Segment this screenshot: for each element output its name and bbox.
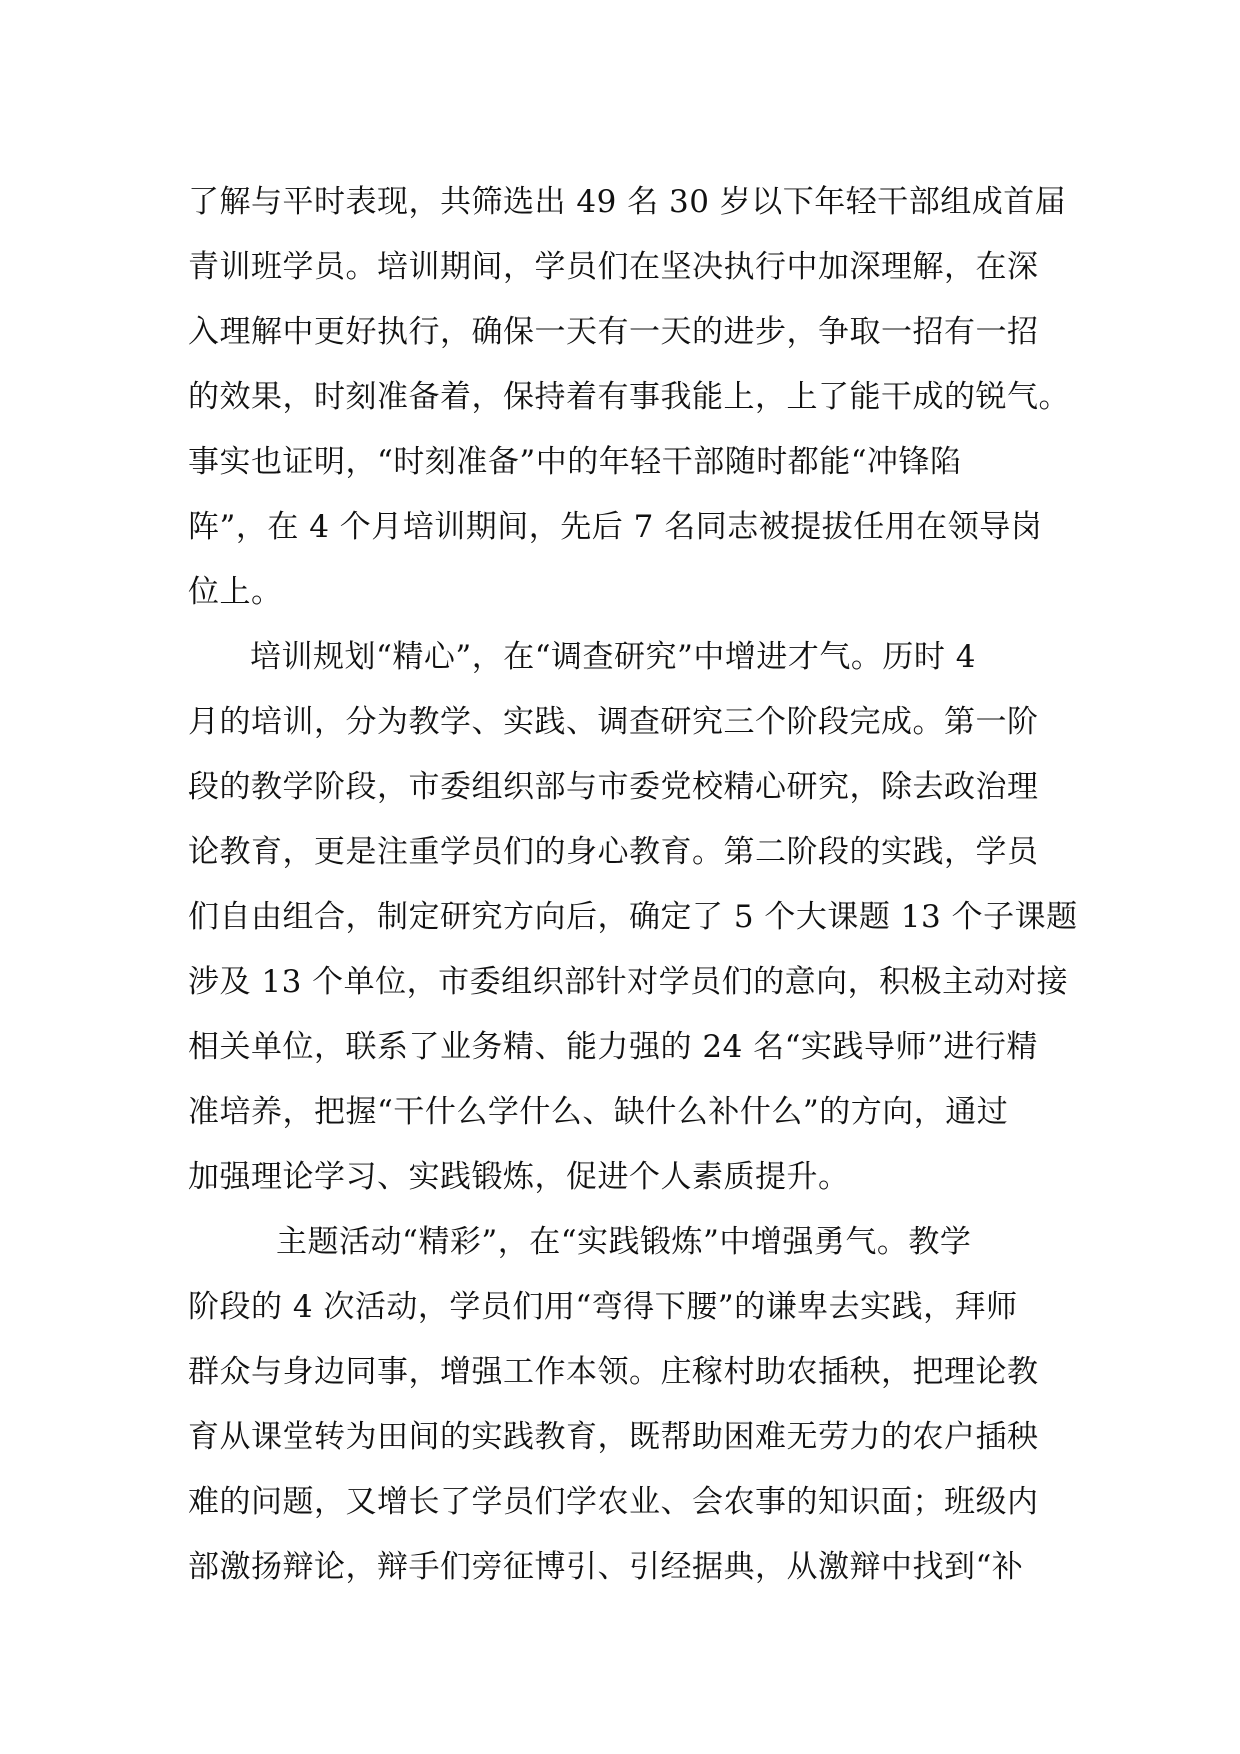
document-body [188, 170, 1078, 1600]
text-line: 段的教学阶段，市委组织部与市委党校精心研究，除去政治理 [188, 769, 1039, 805]
text-line: 入理解中更好执行，确保一天有一天的进步，争取一招有一招 [188, 314, 1039, 350]
text-line: 了解与平时表现，共筛选出 49 名 30 岁以下年轻干部组成首届 [188, 184, 1067, 220]
text-line: 阶段的 4 次活动，学员们用“弯得下腰”的谦卑去实践，拜师 [188, 1289, 1018, 1325]
text-line: 阵”，在 4 个月培训期间，先后 7 名同志被提拔任用在领导岗 [188, 509, 1043, 545]
text-line: 育从课堂转为田间的实践教育，既帮助困难无劳力的农户插秧 [188, 1419, 1039, 1455]
text-line: 难的问题，又增长了学员们学农业、会农事的知识面；班级内 [188, 1484, 1039, 1520]
text-line: 论教育，更是注重学员们的身心教育。第二阶段的实践，学员 [188, 834, 1039, 870]
text-line: 青训班学员。培训期间，学员们在坚决执行中加深理解，在深 [188, 249, 1039, 285]
text-line: 相关单位，联系了业务精、能力强的 24 名“实践导师”进行精 [188, 1029, 1038, 1065]
text-line: 加强理论学习、实践锻炼，促进个人素质提升。 [188, 1159, 850, 1195]
text-line: 准培养，把握“干什么学什么、缺什么补什么”的方向，通过 [188, 1094, 1009, 1130]
paragraph-1 [188, 170, 1070, 625]
text-line: 涉及 13 个单位，市委组织部针对学员们的意向，积极主动对接 [188, 964, 1069, 1000]
text-line: 部激扬辩论，辩手们旁征博引、引经据典，从激辩中找到“补 [188, 1549, 1024, 1585]
paragraph-3 [188, 1210, 1058, 1600]
text-line: 位上。 [188, 574, 283, 610]
text-line: 群众与身边同事，增强工作本领。庄稼村助农插秧，把理论教 [188, 1354, 1039, 1390]
text-line: 主题活动“精彩”，在“实践锻炼”中增强勇气。教学 [276, 1224, 972, 1260]
text-line: 的效果，时刻准备着，保持着有事我能上，上了能干成的锐气。 [188, 379, 1070, 415]
text-line: 事实也证明，“时刻准备”中的年轻干部随时都能“冲锋陷 [188, 444, 962, 480]
text-line: 培训规划“精心”，在“调查研究”中增进才气。历时 4 [250, 639, 976, 675]
text-line: 月的培训，分为教学、实践、调查研究三个阶段完成。第一阶 [188, 704, 1039, 740]
paragraph-2 [188, 625, 1078, 1210]
text-line: 们自由组合，制定研究方向后，确定了 5 个大课题 13 个子课题 [188, 899, 1078, 935]
